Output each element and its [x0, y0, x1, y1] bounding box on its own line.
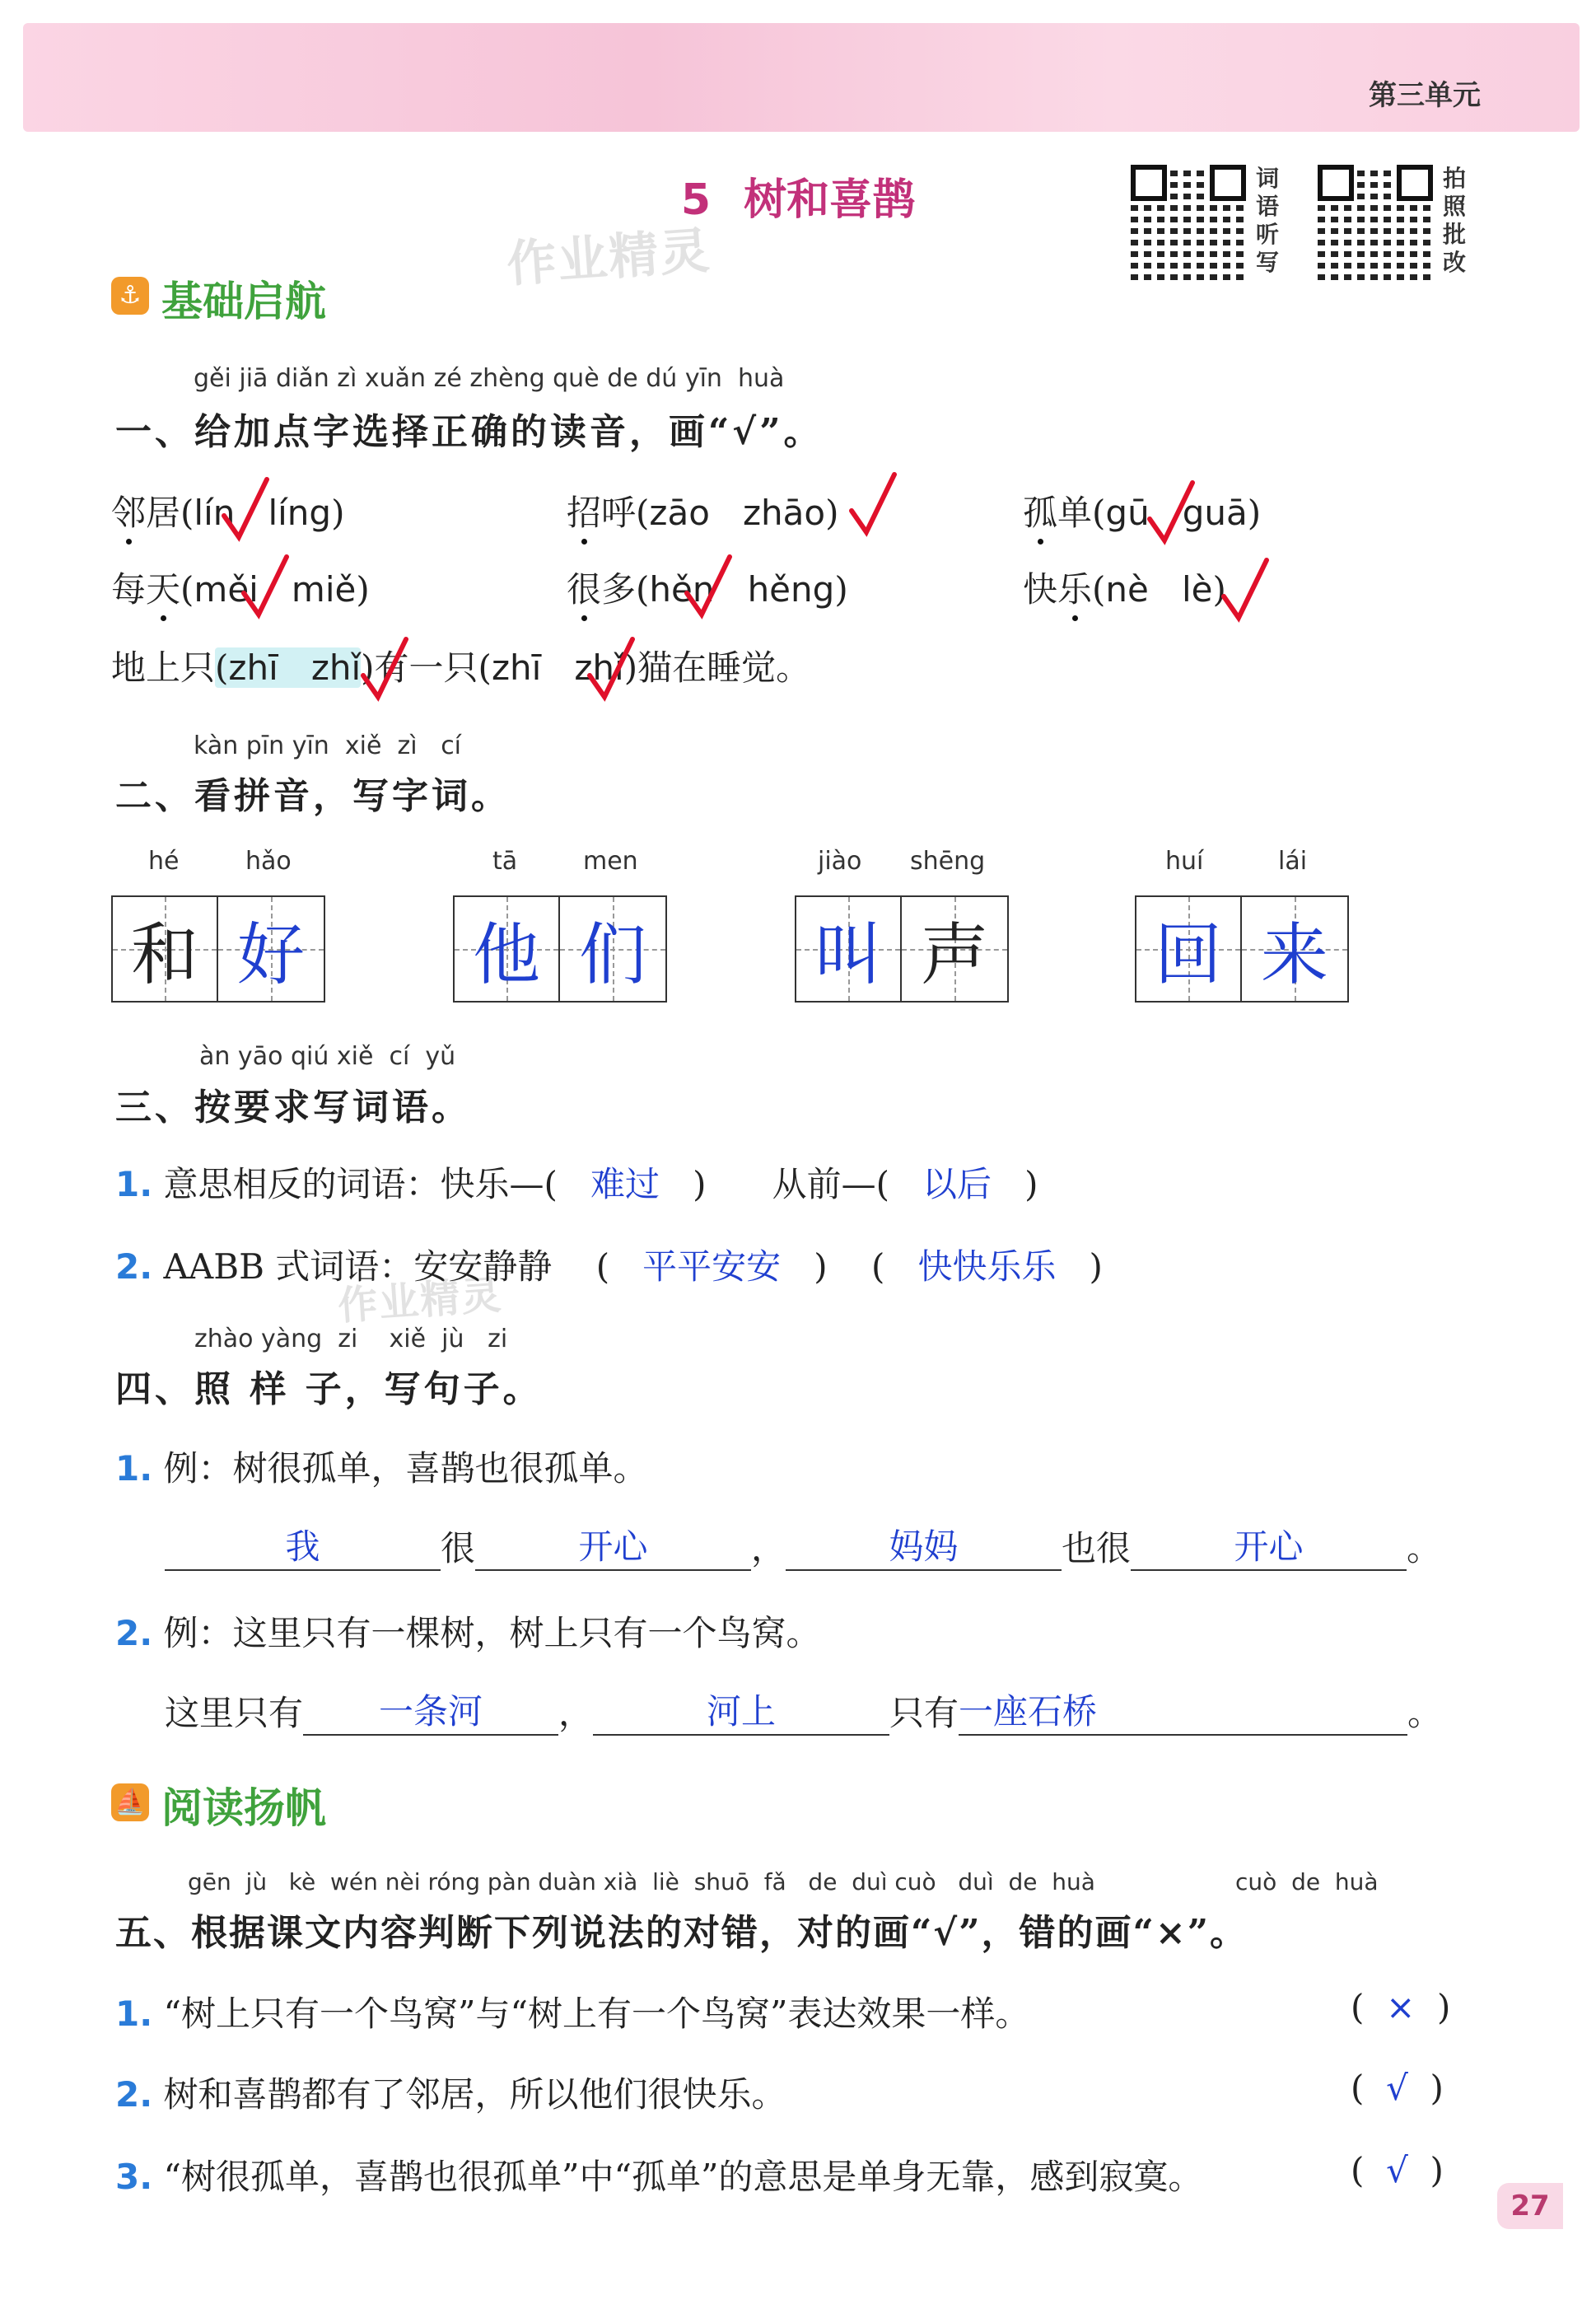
q3-heading: 三、按要求写词语。	[115, 1087, 471, 1129]
page-number: 27	[1497, 2183, 1563, 2229]
answer-blank[interactable]: 河上	[593, 1685, 889, 1736]
answer-blank[interactable]: 开心	[475, 1520, 751, 1571]
char-cell: 和	[111, 895, 218, 1003]
q1-item-5: 很多(hěn hěng)	[567, 569, 848, 610]
qr-label-grading: 拍照批改	[1443, 165, 1467, 276]
q1-item-6: 快乐(nè lè)	[1023, 569, 1226, 610]
q2-pinyin-2a: tā	[492, 847, 518, 876]
section-basic-title: 基础启航	[161, 278, 326, 325]
q4-example-2: 2. 例：这里只有一棵树，树上只有一个鸟窝。	[115, 1613, 821, 1653]
q1-item-4: 每天(měi miě)	[111, 569, 370, 610]
q4-answer-1: 我 很 开心 ， 妈妈 也很 开心 。	[165, 1520, 1441, 1571]
watermark: 作业精灵	[336, 1272, 505, 1330]
q1-sentence: 地上只(zhī zhǐ)有一只(zhī zhǐ)猫在睡觉。	[111, 647, 811, 688]
q2-pinyin-4a: huí	[1165, 847, 1204, 876]
check-mark	[684, 554, 733, 619]
char-cell: 们	[560, 895, 667, 1003]
q4-answer-2: 这里只有 一条河 ， 河上 只有 一座石桥 。	[165, 1685, 1442, 1736]
char-cell: 声	[902, 895, 1009, 1003]
answer-blank[interactable]: 一座石桥	[959, 1685, 1407, 1736]
q1-item-1: 邻居(lín líng)	[111, 493, 345, 533]
check-mark	[586, 636, 636, 702]
qr-code-dictation[interactable]	[1131, 165, 1246, 280]
q4-pinyin: zhào yàng zi xiě jù zi	[194, 1325, 508, 1353]
q5-item-1: 1. “树上只有一个鸟窝”与“树上有一个鸟窝”表达效果一样。	[115, 1993, 1030, 2034]
q4-example-1: 1. 例：树很孤单，喜鹊也很孤单。	[115, 1448, 648, 1489]
q5-item-1-answer: ( × )	[1351, 1987, 1451, 2027]
char-cell: 他	[453, 895, 560, 1003]
check-mark	[848, 471, 898, 537]
q2-grid-2	[453, 895, 667, 1003]
answer-blank[interactable]: 我	[165, 1520, 441, 1571]
check-mark	[240, 554, 290, 619]
watermark: 作业精灵	[505, 222, 713, 294]
q5-pinyin: gēn jù kè wén nèi róng pàn duàn xià liè shuō fǎ de duì cuò duì de huà	[188, 1868, 1095, 1895]
char-cell: 好	[218, 895, 325, 1003]
q2-pinyin-4b: lái	[1278, 847, 1308, 876]
answer-blank[interactable]: 一条河	[303, 1685, 558, 1736]
char-cell: 来	[1242, 895, 1349, 1003]
q2-grid-4	[1135, 895, 1349, 1003]
q4-heading: 四、照 样 子，写句子。	[115, 1368, 543, 1410]
q1-pinyin: gěi jiā diǎn zì xuǎn zé zhèng què de dú yīn huà	[194, 364, 785, 393]
q3-item-2: 2. AABB 式词语：安安静静 ( 平平安安 ) ( 快快乐乐 )	[115, 1246, 1103, 1287]
sail-icon: ⛵	[111, 1783, 149, 1821]
check-mark	[221, 476, 270, 542]
q2-pinyin-3a: jiào	[818, 847, 862, 876]
q2-pinyin-1a: hé	[148, 847, 180, 876]
q5-heading: 五、根据课文内容判断下列说法的对错，对的画“√”，错的画“×”。	[115, 1912, 1248, 1954]
answer-blank[interactable]: 妈妈	[786, 1520, 1062, 1571]
q2-pinyin-2b: men	[583, 847, 638, 876]
q2-pinyin-3b: shēng	[910, 847, 986, 876]
q2-heading: 二、看拼音，写字词。	[115, 775, 511, 817]
check-mark	[360, 636, 409, 702]
q1-item-2: 招呼(zāo zhāo)	[567, 493, 839, 533]
check-mark	[1220, 557, 1270, 623]
q2-pinyin: kàn pīn yīn xiě zì cí	[194, 731, 462, 760]
header-band	[23, 23, 1580, 132]
lesson-name: 树和喜鹊	[744, 175, 916, 225]
q5-pinyin-end: cuò de huà	[1235, 1868, 1379, 1895]
q5-item-3-answer: ( √ )	[1351, 2150, 1444, 2190]
check-mark	[1146, 479, 1196, 545]
lesson-number: 5	[680, 175, 712, 225]
q2-grid-3	[795, 895, 1009, 1003]
anchor-icon: ⚓	[111, 277, 149, 315]
section-read-title: 阅读扬帆	[161, 1784, 326, 1832]
q1-heading: 一、给加点字选择正确的读音，画“√”。	[115, 411, 824, 453]
q5-item-2-answer: ( √ )	[1351, 2068, 1444, 2108]
q3-item-1: 1. 意思相反的词语：快乐—( 难过 ) 从前—( 以后 )	[115, 1164, 1038, 1204]
char-cell: 叫	[795, 895, 902, 1003]
q2-grid-1	[111, 895, 325, 1003]
answer-blank[interactable]: 开心	[1131, 1520, 1407, 1571]
q5-item-2: 2. 树和喜鹊都有了邻居，所以他们很快乐。	[115, 2074, 786, 2115]
q2-pinyin-1b: hǎo	[245, 847, 292, 876]
qr-code-grading[interactable]	[1318, 165, 1433, 280]
qr-label-dictation: 词语听写	[1256, 165, 1280, 276]
unit-label: 第三单元	[1369, 79, 1481, 112]
q5-item-3: 3. “树很孤单，喜鹊也很孤单”中“孤单”的意思是单身无靠，感到寂寞。	[115, 2157, 1203, 2197]
q3-pinyin: àn yāo qiú xiě cí yǔ	[199, 1042, 456, 1071]
char-cell: 回	[1135, 895, 1242, 1003]
q1-item-3: 孤单(gū guā)	[1023, 493, 1262, 533]
